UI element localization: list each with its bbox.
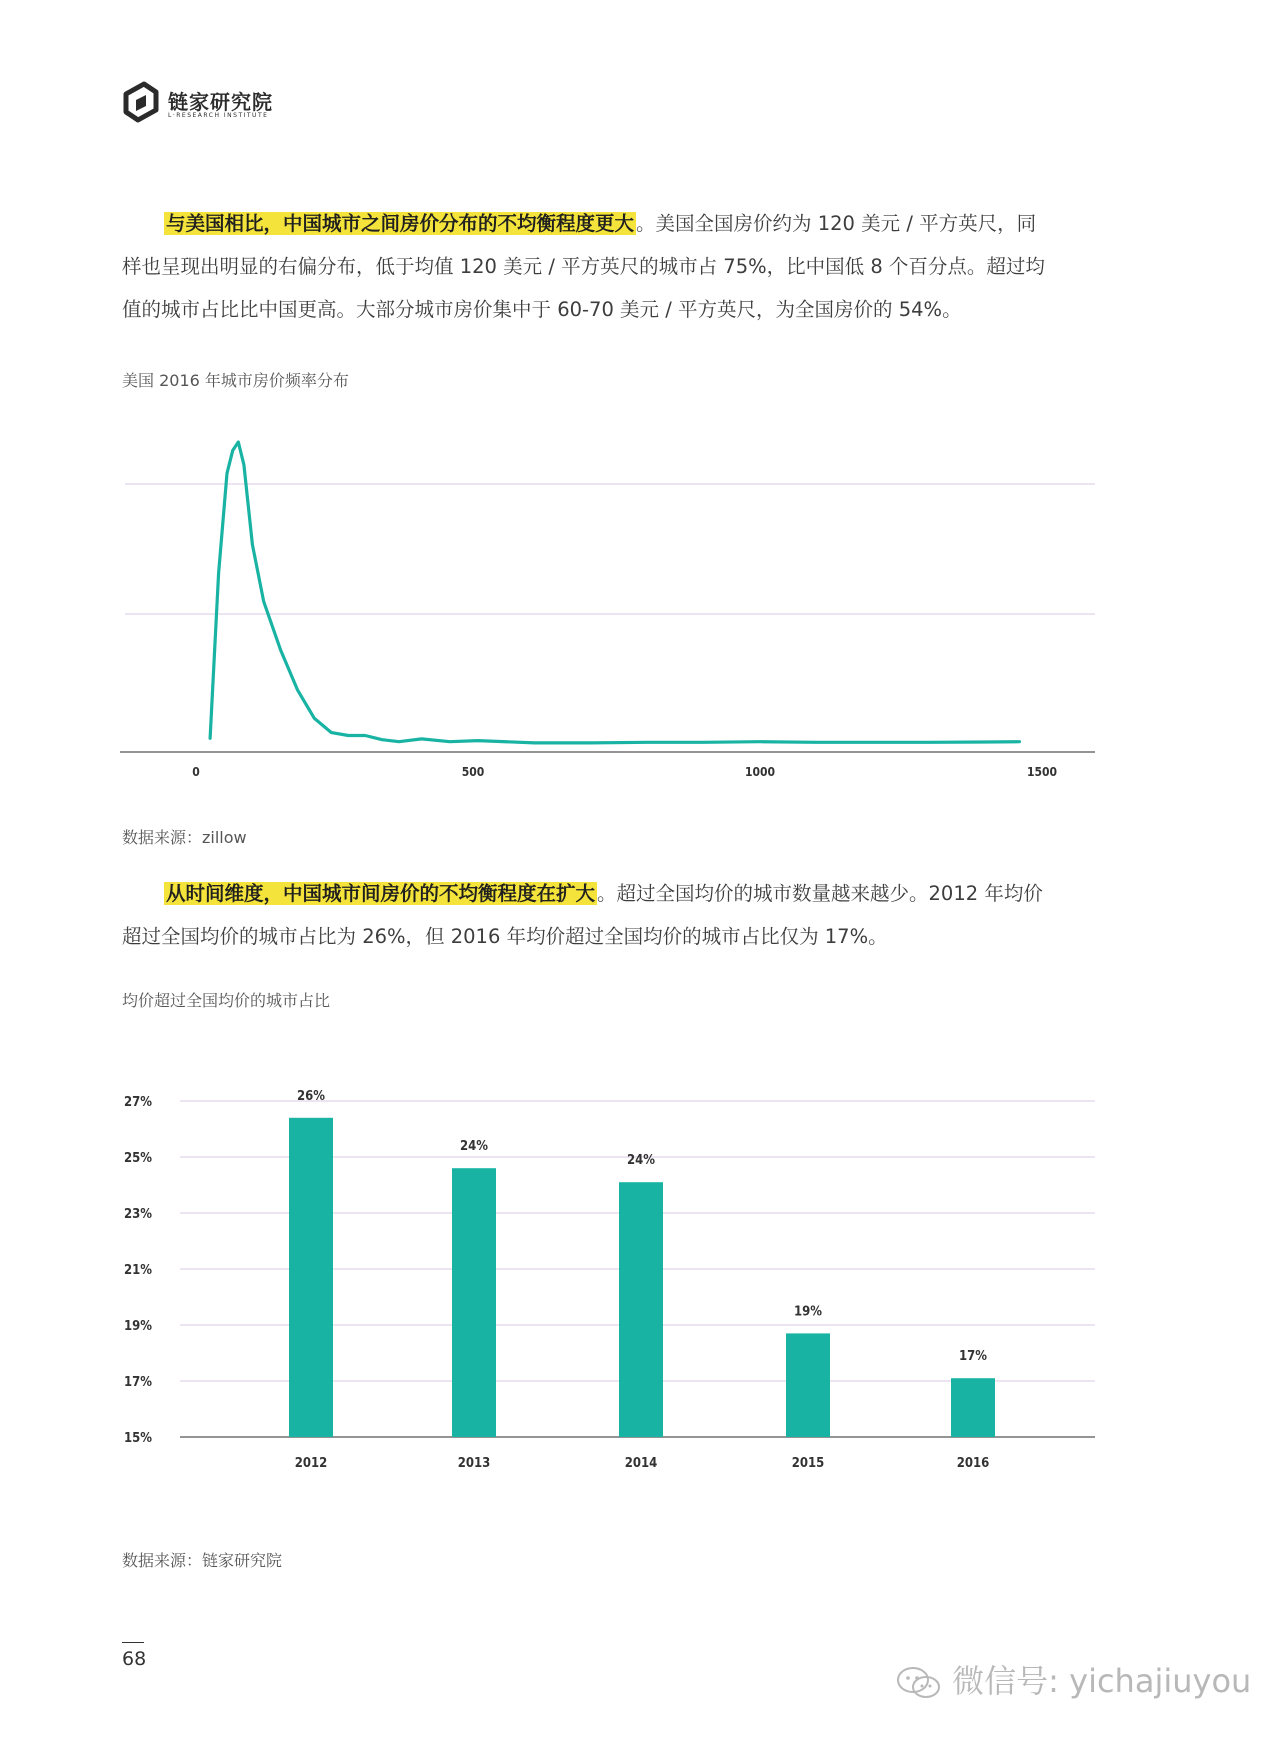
- chart-2-x-tick: 2014: [624, 1456, 658, 1471]
- wechat-icon: [896, 1666, 942, 1700]
- logo-subtitle: L·RESEARCH INSTITUTE: [168, 112, 269, 119]
- paragraph-2-highlight: 从时间维度，中国城市间房价的不均衡程度在扩大: [166, 882, 596, 905]
- chart-2-bar-2015: [786, 1333, 830, 1437]
- paragraph-2-line-2: 超过全国均价的城市占比为 26%，但 2016 年均价超过全国均价的城市占比仅为 17%。: [122, 925, 888, 948]
- watermark: [896, 1656, 1251, 1702]
- chart-1-source: 数据来源：zillow: [122, 828, 247, 847]
- chart-2-bar-2012: [289, 1118, 333, 1437]
- chart-2-y-tick: 15%: [124, 1431, 152, 1446]
- paragraph-1-line-2: 样也呈现出明显的右偏分布，低于均值 120 美元 / 平方英尺的城市占 75%，比中国低 8 个百分点。超过均: [122, 255, 1045, 278]
- chart-2-x-tick: 2013: [457, 1456, 491, 1471]
- chart-2-source: 数据来源：链家研究院: [122, 1551, 283, 1570]
- chart-2-data-label: 17%: [959, 1349, 987, 1365]
- chart-1-x-tick: 500: [461, 765, 485, 779]
- chart-2-title: 均价超过全国均价的城市占比: [122, 991, 331, 1010]
- chart-2-bar-2016: [951, 1378, 995, 1437]
- chart-2-x-tick: 2016: [956, 1456, 990, 1471]
- chart-1-x-tick: 0: [192, 765, 200, 779]
- watermark-text: 微信号: yichajiuyou: [952, 1662, 1252, 1700]
- chart-1-x-tick: 1000: [744, 765, 776, 779]
- paragraph-1-line-3: 值的城市占比比中国更高。大部分城市房价集中于 60-70 美元 / 平方英尺，为全国房价的 54%。: [122, 298, 962, 321]
- logo-text: 链家研究院: [168, 90, 273, 114]
- chart-2-data-label: 24%: [627, 1153, 655, 1169]
- chart-2-y-tick: 17%: [124, 1375, 152, 1390]
- page-number: 68: [122, 1648, 147, 1670]
- chart-2-data-label: 19%: [794, 1304, 822, 1320]
- chart-2-y-tick: 21%: [124, 1263, 152, 1278]
- paragraph-1-highlight: 与美国相比，中国城市之间房价分布的不均衡程度更大: [166, 212, 635, 235]
- paragraph-2-line-1: 。超过全国均价的城市数量越来越少。2012 年均价: [597, 882, 1043, 905]
- chart-2-data-label: 24%: [460, 1139, 488, 1155]
- chart-2-x-tick: 2012: [294, 1456, 328, 1471]
- chart-2-y-tick: 23%: [124, 1207, 152, 1222]
- chart-2-y-tick: 19%: [124, 1319, 152, 1334]
- chart-2-bar-2014: [619, 1182, 663, 1437]
- page-number-rule: [122, 1642, 144, 1643]
- chart-1-x-tick: 1500: [1026, 765, 1058, 779]
- chart-1-title: 美国 2016 年城市房价频率分布: [122, 371, 349, 390]
- chart-2-x-tick: 2015: [791, 1456, 825, 1471]
- chart-2-bar-2013: [452, 1168, 496, 1437]
- chart-2-y-tick: 27%: [124, 1095, 152, 1110]
- chart-2-data-label: 26%: [297, 1088, 325, 1104]
- paragraph-1-line-1: 。美国全国房价约为 120 美元 / 平方英尺，同: [636, 212, 1037, 235]
- chart-2-y-tick: 25%: [124, 1151, 152, 1166]
